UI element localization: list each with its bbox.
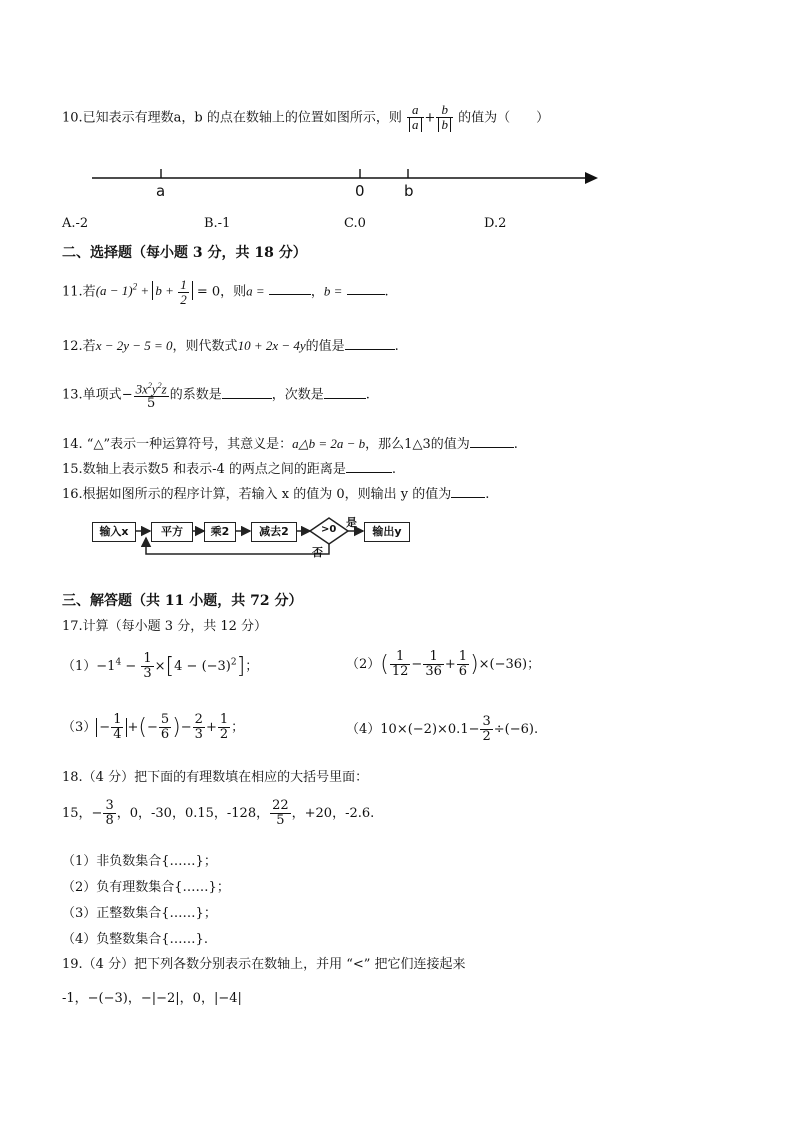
q13-line: 13.单项式− $\frac{3x^2y^2z}{5}$ 的系数是 ，次数是 . — [62, 381, 370, 412]
q13-blank-degree[interactable] — [324, 386, 366, 399]
q18-set-3: （3）正整数集合{……}； — [62, 906, 217, 921]
q18-title: 18.（4 分）把下面的有理数填在相应的大括号里面： — [62, 770, 369, 785]
q19-numbers: -1，−(−3)，−|−2|，0，|−4| — [62, 991, 242, 1006]
flow-box-times2: 乘2 — [204, 522, 236, 542]
q10-option-c: C.0 — [344, 216, 366, 231]
flow-box-square: 平方 — [151, 522, 193, 542]
flow-no-label: 否 — [312, 546, 323, 559]
q10-option-b: B.-1 — [204, 216, 231, 231]
section-2-title: 二、选择题（每小题 3 分，共 18 分） — [62, 245, 307, 261]
number-line-label-0: 0 — [355, 182, 365, 200]
q16-line: 16.根据如图所示的程序计算，若输入 x 的值为 0，则输出 y 的值为 . — [62, 487, 490, 502]
q12-blank[interactable] — [345, 337, 395, 350]
flow-box-minus2: 减去2 — [251, 522, 297, 542]
flow-yes-label: 是 — [346, 516, 357, 529]
q15-blank[interactable] — [346, 460, 392, 473]
q10-option-d: D.2 — [484, 216, 507, 231]
q18-set-4: （4）负整数集合{……}. — [62, 932, 208, 947]
q18-set-2: （2）负有理数集合{……}； — [62, 880, 230, 895]
q13-blank-coef[interactable] — [222, 386, 272, 399]
q12-line: 12.若x − 2y − 5 = 0，则代数式10 + 2x − 4y的值是 . — [62, 338, 399, 354]
q17-title: 17.计算（每小题 3 分，共 12 分） — [62, 619, 268, 634]
q13-fraction: $\frac{3x^2y^2z}{5}$ — [135, 381, 167, 412]
q16-blank[interactable] — [451, 485, 485, 498]
q17-part-4: （4）10×(−2)×0.1− $\frac{3}{2}$ ÷(−6). — [346, 714, 539, 744]
q14-line: 14. “△”表示一种运算符号，其意义是：a△b = 2a − b，那么1△3的值为 . — [62, 436, 518, 452]
number-line-label-a: a — [156, 182, 166, 200]
axis-arrow — [585, 172, 598, 184]
q15-line: 15.数轴上表示数5 和表示-4 的两点之间的距离是 . — [62, 462, 397, 477]
flow-box-input: 输入x — [92, 522, 136, 542]
flow-cond-label: >0 — [321, 524, 337, 535]
q18-numbers: 15，− $\frac{3}{8}$ ，0，-30，0.15，-128， $\frac{22}{5}$ ，+20，-2.6. — [62, 798, 375, 828]
q11-blank-a[interactable] — [269, 282, 311, 295]
section-3-title: 三、解答题（共 11 小题，共 72 分） — [62, 593, 303, 609]
number-line-q10 — [88, 165, 603, 205]
q11-blank-b[interactable] — [347, 282, 385, 295]
q10-line: 10.已知表示有理数a，b 的点在数轴上的位置如图所示，则 $\frac{a}{a}$ + $\frac{b}{b}$ 的值为（ ） — [62, 102, 550, 132]
q14-blank[interactable] — [470, 435, 514, 448]
q10-option-a: A.-2 — [62, 216, 89, 231]
q19-title: 19.（4 分）把下列各数分别表示在数轴上，并用 “<” 把它们连接起来 — [62, 957, 466, 972]
number-line-label-b: b — [404, 182, 414, 200]
q17-part-3: （3） − $\frac{1}{4}$ +(− $\frac{5}{6}$ )− $\frac{2}{3}$ + $\frac{1}{2}$ ； — [62, 712, 245, 742]
q18-set-1: （1）非负数集合{……}； — [62, 854, 217, 869]
flow-box-output: 输出y — [364, 522, 410, 542]
q17-part-1: $(1)-1^4$ − $\frac{1}{3}$ $\times[4 - (-3)^2]$； — [62, 651, 259, 681]
fraction-b-over-abs-b: $\frac{b}{b}$ — [436, 103, 453, 133]
q11-line: 11.若$(a - 1)^2 + b$ + $\frac{1}{2}$ = 0，则a = ，b = . — [62, 277, 389, 307]
fraction-a-over-abs-a: $\frac{a}{a}$ — [407, 103, 424, 133]
q17-part-2: （2）( $\frac{1}{12}$ − $\frac{1}{36}$ + $\frac{1}{6}$ )×(−36)； — [346, 649, 541, 679]
